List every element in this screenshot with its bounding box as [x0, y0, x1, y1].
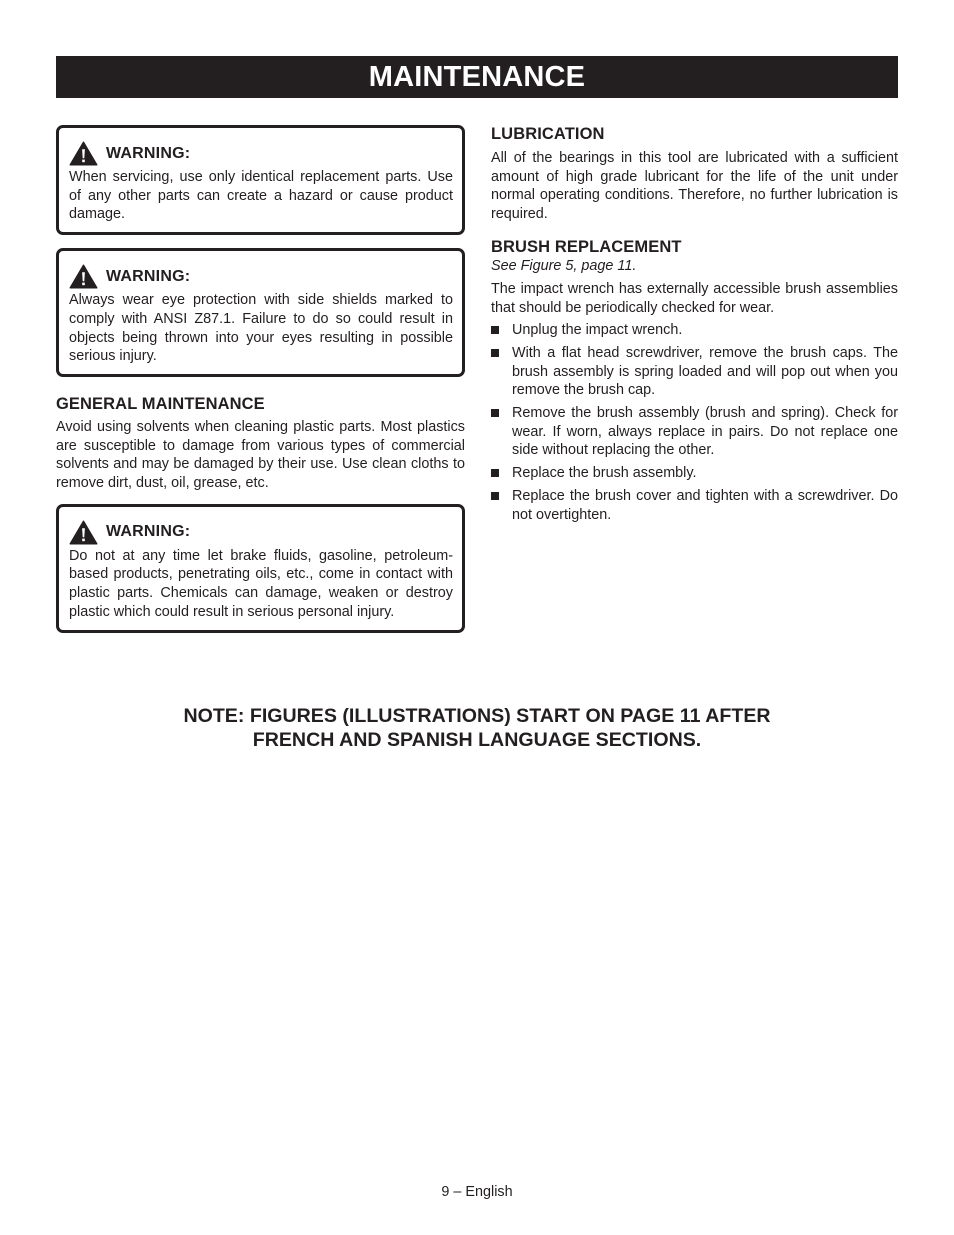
bullet-square-icon: [491, 349, 499, 357]
list-item: [491, 487, 898, 524]
list-item-text: Replace the brush assembly.: [512, 465, 697, 482]
list-item: [491, 321, 898, 340]
list-item: [491, 464, 898, 483]
list-item-text: Replace the brush cover and tighten with a screwdriver. Do not overtighten.: [512, 487, 898, 523]
warning-label: WARNING:: [106, 144, 191, 162]
brush-replacement-section: [491, 237, 898, 524]
list-item-text: Unplug the impact wrench.: [512, 322, 683, 339]
section-heading: GENERAL MAINTENANCE: [56, 394, 265, 413]
section-text: Avoid using solvents when cleaning plastic parts. Most plastics are susceptible to damage from various types of commercial solvents and may be damaged by their use. Use clean cloths to remove dirt, dust, oil, grease, etc.: [56, 418, 465, 492]
warning-triangle-icon: [69, 141, 98, 166]
list-item-text: Remove the brush assembly (brush and spring). Check for wear. If worn, always replace in pairs. Do not replace one side without replacing the other.: [512, 405, 898, 459]
list-item: [491, 344, 898, 400]
note-line-2: FRENCH AND SPANISH LANGUAGE SECTIONS.: [252, 729, 702, 751]
warning-box-replacement-parts: [56, 125, 465, 235]
warning-header: [69, 141, 453, 166]
warning-header: [69, 520, 453, 545]
right-column: [491, 124, 898, 528]
figures-note: [0, 704, 954, 752]
warning-box-chemicals: [56, 504, 465, 633]
warning-header: [69, 264, 453, 289]
bullet-square-icon: [491, 326, 499, 334]
warning-text: Do not at any time let brake fluids, gasoline, petroleum-based products, penetrating oils, etc., come in contact with plastic parts. Chemicals can damage, weaken or destroy plastic which could result in serious personal injury.: [69, 547, 453, 620]
bullet-square-icon: [491, 492, 499, 500]
lubrication-section: [491, 124, 898, 224]
bullet-square-icon: [491, 469, 499, 477]
list-item-text: With a flat head screwdriver, remove the brush caps. The brush assembly is spring loaded and will pop out when you remove the brush cap.: [512, 344, 898, 399]
bullet-square-icon: [491, 409, 499, 417]
section-text: The impact wrench has externally accessible brush assemblies that should be periodically checked for wear.: [491, 280, 898, 316]
note-line-1: NOTE: FIGURES (ILLUSTRATIONS) START ON PAGE 11 AFTER: [183, 705, 771, 727]
section-heading: LUBRICATION: [491, 125, 605, 143]
list-item: [491, 404, 898, 460]
section-heading: BRUSH REPLACEMENT: [491, 237, 682, 256]
left-column: [56, 125, 465, 633]
warning-triangle-icon: [69, 264, 98, 289]
warning-text: When servicing, use only identical replacement parts. Use of any other parts can create a hazard or cause product damage.: [69, 169, 453, 223]
warning-triangle-icon: [69, 520, 98, 545]
warning-box-eye-protection: [56, 248, 465, 377]
warning-label: WARNING:: [106, 267, 191, 285]
warning-text: Always wear eye protection with side shields marked to comply with ANSI Z87.1. Failure to do so could result in objects being thrown into your eyes resulting in possible serious injury.: [69, 292, 453, 365]
figure-reference: See Figure 5, page 11.: [491, 257, 637, 274]
page-title: MAINTENANCE: [56, 56, 898, 98]
steps-list: [491, 321, 898, 524]
warning-label: WARNING:: [106, 523, 191, 541]
general-maintenance-section: [56, 394, 465, 493]
section-text: All of the bearings in this tool are lubricated with a sufficient amount of high grade lubricant for the life of the unit under normal operating conditions. Therefore, no further lubrication is required.: [491, 150, 898, 223]
page-footer: 9 – English: [441, 1184, 513, 1200]
